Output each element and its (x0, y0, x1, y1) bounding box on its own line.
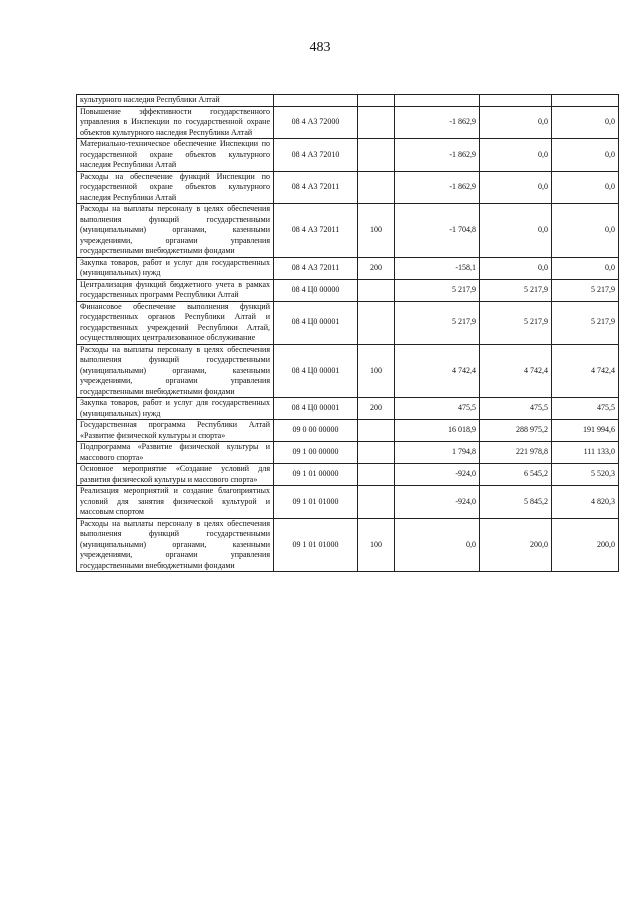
row-code-cell: 08 4 А3 72011 (274, 204, 358, 258)
row-value-1-cell: 475,5 (395, 398, 480, 420)
row-value-1-cell: -1 862,9 (395, 171, 480, 204)
row-value-2-cell: 0,0 (480, 257, 552, 279)
row-expense-type-cell (358, 301, 395, 344)
row-name-cell: Материально-техническое обеспечение Инспекции по государственной охране объектов культурного наследия Республики Алтай (77, 139, 274, 172)
row-expense-type-cell: 200 (358, 257, 395, 279)
row-value-3-cell: 191 994,6 (552, 420, 619, 442)
table-row (77, 204, 619, 258)
budget-table (76, 94, 619, 572)
row-code-cell: 08 4 Ц0 00001 (274, 398, 358, 420)
row-expense-type-cell (358, 420, 395, 442)
row-name-cell: Централизация функций бюджетного учета в рамках государственных программ Республики Алтай (77, 279, 274, 301)
row-code-cell: 09 1 01 00000 (274, 464, 358, 486)
row-value-3-cell (552, 95, 619, 107)
row-expense-type-cell: 100 (358, 204, 395, 258)
row-name-cell: Повышение эффективности государственного управления в Инспекции по государственной охране объектов культурного наследия Республики Алтай (77, 106, 274, 139)
row-code-cell: 08 4 Ц0 00001 (274, 301, 358, 344)
row-value-3-cell: 475,5 (552, 398, 619, 420)
row-value-1-cell: -924,0 (395, 486, 480, 519)
row-expense-type-cell (358, 464, 395, 486)
table-row (77, 486, 619, 519)
row-name-cell: Финансовое обеспечение выполнения функций государственных органов Республики Алтай и государственных учреждений Республики Алтай, осуществляющих централизованное обслуживание (77, 301, 274, 344)
row-expense-type-cell: 100 (358, 518, 395, 572)
row-name-cell: Расходы на выплаты персоналу в целях обеспечения выполнения функций государственными (муниципальными) органами, казенными учреждениями, органами управления государственными внебюджетными фондами (77, 204, 274, 258)
page-number: 483 (309, 40, 331, 55)
row-value-1-cell: 4 742,4 (395, 344, 480, 398)
row-code-cell: 09 1 01 01000 (274, 518, 358, 572)
table-row (77, 139, 619, 172)
row-value-3-cell: 5 217,9 (552, 301, 619, 344)
row-expense-type-cell: 200 (358, 398, 395, 420)
row-name-cell: Закупка товаров, работ и услуг для государственных (муниципальных) нужд (77, 257, 274, 279)
table-row (77, 257, 619, 279)
row-value-3-cell: 200,0 (552, 518, 619, 572)
row-code-cell: 09 0 00 00000 (274, 420, 358, 442)
row-name-cell: Расходы на выплаты персоналу в целях обеспечения выполнения функций государственными (муниципальными) органами, казенными учреждениями, органами управления государственными внебюджетными фондами (77, 518, 274, 572)
row-expense-type-cell (358, 171, 395, 204)
row-value-2-cell: 221 978,8 (480, 442, 552, 464)
row-value-3-cell: 0,0 (552, 204, 619, 258)
row-value-2-cell: 475,5 (480, 398, 552, 420)
row-expense-type-cell (358, 139, 395, 172)
row-name-cell: культурного наследия Республики Алтай (77, 95, 274, 107)
row-expense-type-cell: 100 (358, 344, 395, 398)
table-row (77, 518, 619, 572)
row-value-2-cell: 0,0 (480, 106, 552, 139)
row-value-3-cell: 0,0 (552, 257, 619, 279)
row-value-2-cell: 5 217,9 (480, 279, 552, 301)
table-row (77, 279, 619, 301)
table-row (77, 442, 619, 464)
row-name-cell: Закупка товаров, работ и услуг для государственных (муниципальных) нужд (77, 398, 274, 420)
row-value-1-cell: 0,0 (395, 518, 480, 572)
row-code-cell: 08 4 А3 72011 (274, 171, 358, 204)
row-value-1-cell: 5 217,9 (395, 279, 480, 301)
table-row (77, 420, 619, 442)
row-name-cell: Подпрограмма «Развитие физической культуры и массового спорта» (77, 442, 274, 464)
row-value-2-cell: 4 742,4 (480, 344, 552, 398)
row-value-1-cell: -1 704,8 (395, 204, 480, 258)
row-value-2-cell: 0,0 (480, 204, 552, 258)
row-value-2-cell: 6 545,2 (480, 464, 552, 486)
row-code-cell (274, 95, 358, 107)
table-row (77, 301, 619, 344)
row-value-2-cell: 200,0 (480, 518, 552, 572)
table-row (77, 344, 619, 398)
row-name-cell: Основное мероприятие «Создание условий для развития физической культуры и массового спорта» (77, 464, 274, 486)
row-value-1-cell: 5 217,9 (395, 301, 480, 344)
row-code-cell: 08 4 Ц0 00000 (274, 279, 358, 301)
row-value-1-cell (395, 95, 480, 107)
row-expense-type-cell (358, 95, 395, 107)
row-value-3-cell: 4 820,3 (552, 486, 619, 519)
table-row (77, 464, 619, 486)
row-value-1-cell: -158,1 (395, 257, 480, 279)
row-value-3-cell: 111 133,0 (552, 442, 619, 464)
row-code-cell: 08 4 Ц0 00001 (274, 344, 358, 398)
row-value-2-cell: 0,0 (480, 171, 552, 204)
table-row (77, 106, 619, 139)
row-value-2-cell: 5 845,2 (480, 486, 552, 519)
row-code-cell: 08 4 А3 72010 (274, 139, 358, 172)
row-value-2-cell: 0,0 (480, 139, 552, 172)
row-code-cell: 08 4 А3 72000 (274, 106, 358, 139)
row-value-1-cell: 16 018,9 (395, 420, 480, 442)
row-value-2-cell: 288 975,2 (480, 420, 552, 442)
row-value-1-cell: -924,0 (395, 464, 480, 486)
row-value-3-cell: 0,0 (552, 139, 619, 172)
row-expense-type-cell (358, 486, 395, 519)
row-value-3-cell: 5 520,3 (552, 464, 619, 486)
row-value-3-cell: 0,0 (552, 106, 619, 139)
table-row (77, 398, 619, 420)
row-name-cell: Расходы на обеспечение функций Инспекции по государственной охране объектов культурного наследия Республики Алтай (77, 171, 274, 204)
row-name-cell: Расходы на выплаты персоналу в целях обеспечения выполнения функций государственными (муниципальными) органами, казенными учреждениями, органами управления государственными внебюджетными фондами (77, 344, 274, 398)
row-code-cell: 09 1 00 00000 (274, 442, 358, 464)
row-name-cell: Государственная программа Республики Алтай «Развитие физической культуры и спорта» (77, 420, 274, 442)
row-expense-type-cell (358, 106, 395, 139)
row-code-cell: 08 4 А3 72011 (274, 257, 358, 279)
row-expense-type-cell (358, 279, 395, 301)
row-value-2-cell (480, 95, 552, 107)
table-row (77, 95, 619, 107)
row-expense-type-cell (358, 442, 395, 464)
row-value-3-cell: 4 742,4 (552, 344, 619, 398)
row-value-3-cell: 5 217,9 (552, 279, 619, 301)
row-name-cell: Реализация мероприятий и создание благоприятных условий для занятия физической культурой и массовым спортом (77, 486, 274, 519)
row-value-1-cell: -1 862,9 (395, 106, 480, 139)
row-value-2-cell: 5 217,9 (480, 301, 552, 344)
row-value-1-cell: -1 862,9 (395, 139, 480, 172)
row-value-1-cell: 1 794,8 (395, 442, 480, 464)
row-code-cell: 09 1 01 01000 (274, 486, 358, 519)
table-row (77, 171, 619, 204)
row-value-3-cell: 0,0 (552, 171, 619, 204)
